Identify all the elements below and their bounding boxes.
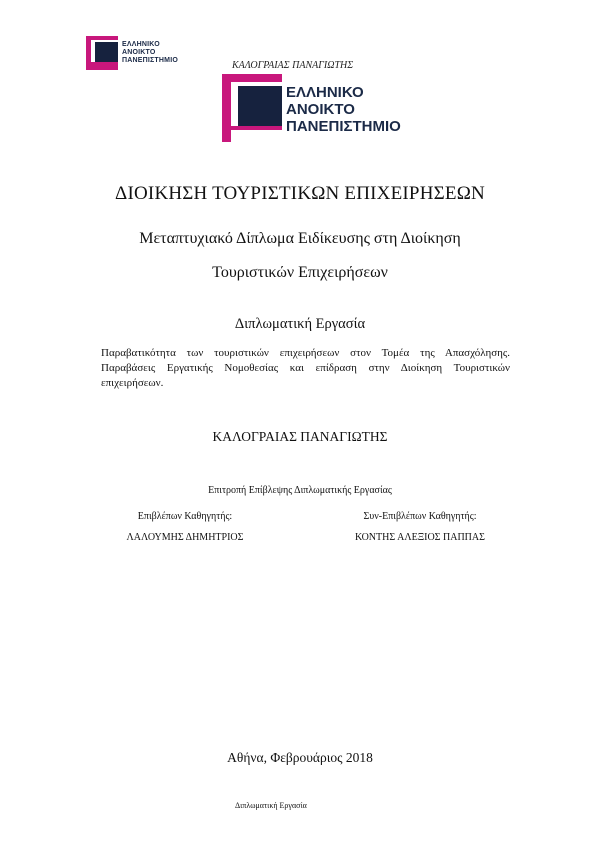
co-supervisor-label: Συν-Επιβλέπων Καθηγητής:: [363, 511, 477, 522]
thesis-label: Διπλωματική Εργασία: [234, 316, 366, 332]
committee-title: Επιτροπή Επίβλεψης Διπλωματικής Εργασίας: [208, 485, 392, 496]
university-emblem-icon: [86, 36, 120, 72]
university-emblem-icon: [222, 74, 284, 144]
author-name: ΚΑΛΟΓΡΑΙΑΣ ΠΑΝΑΓΙΩΤΗΣ: [212, 429, 388, 444]
small-logo: [86, 36, 186, 72]
small-logo-text: ΕΛΛΗΝΙΚΟ ΑΝΟΙΚΤΟ ΠΑΝΕΠΙΣΤΗΜΙΟ: [122, 41, 178, 64]
university-logo: [222, 74, 412, 144]
thesis-description: Παραβατικότητα των τουριστικών επιχειρήσεων στον Τομέα της Απασχόλησης. Παραβάσεις Εργατικής Νομοθεσίας και επίδραση στην Διοίκηση Τουριστικών επιχειρήσεων.: [101, 347, 510, 389]
supervisor-label: Επιβλέπων Καθηγητής:: [137, 511, 233, 522]
university-logo-text: ΕΛΛΗΝΙΚΟ ΑΝΟΙΚΤΟ ΠΑΝΕΠΙΣΤΗΜΙΟ: [286, 84, 401, 135]
co-supervisor-name: ΚΟΝΤΗΣ ΑΛΕΞΙΟΣ ΠΑΠΠΑΣ: [355, 532, 485, 543]
program-title: ΔΙΟΙΚΗΣΗ ΤΟΥΡΙΣΤΙΚΩΝ ΕΠΙΧΕΙΡΗΣΕΩΝ: [115, 183, 485, 204]
program-subtitle: Μεταπτυχιακό Δίπλωμα Ειδίκευσης στη Διοίκηση Τουριστικών Επιχειρήσεων: [139, 230, 461, 281]
place-date: Αθήνα, Φεβρουάριος 2018: [227, 750, 373, 765]
running-header-name: ΚΑΛΟΓΡΑΙΑΣ ΠΑΝΑΓΙΩΤΗΣ: [232, 60, 354, 71]
page-footer: Διπλωματική Εργασία: [235, 801, 307, 810]
supervisor-name: ΛΑΛΟΥΜΗΣ ΔΗΜΗΤΡΙΟΣ: [126, 532, 244, 543]
